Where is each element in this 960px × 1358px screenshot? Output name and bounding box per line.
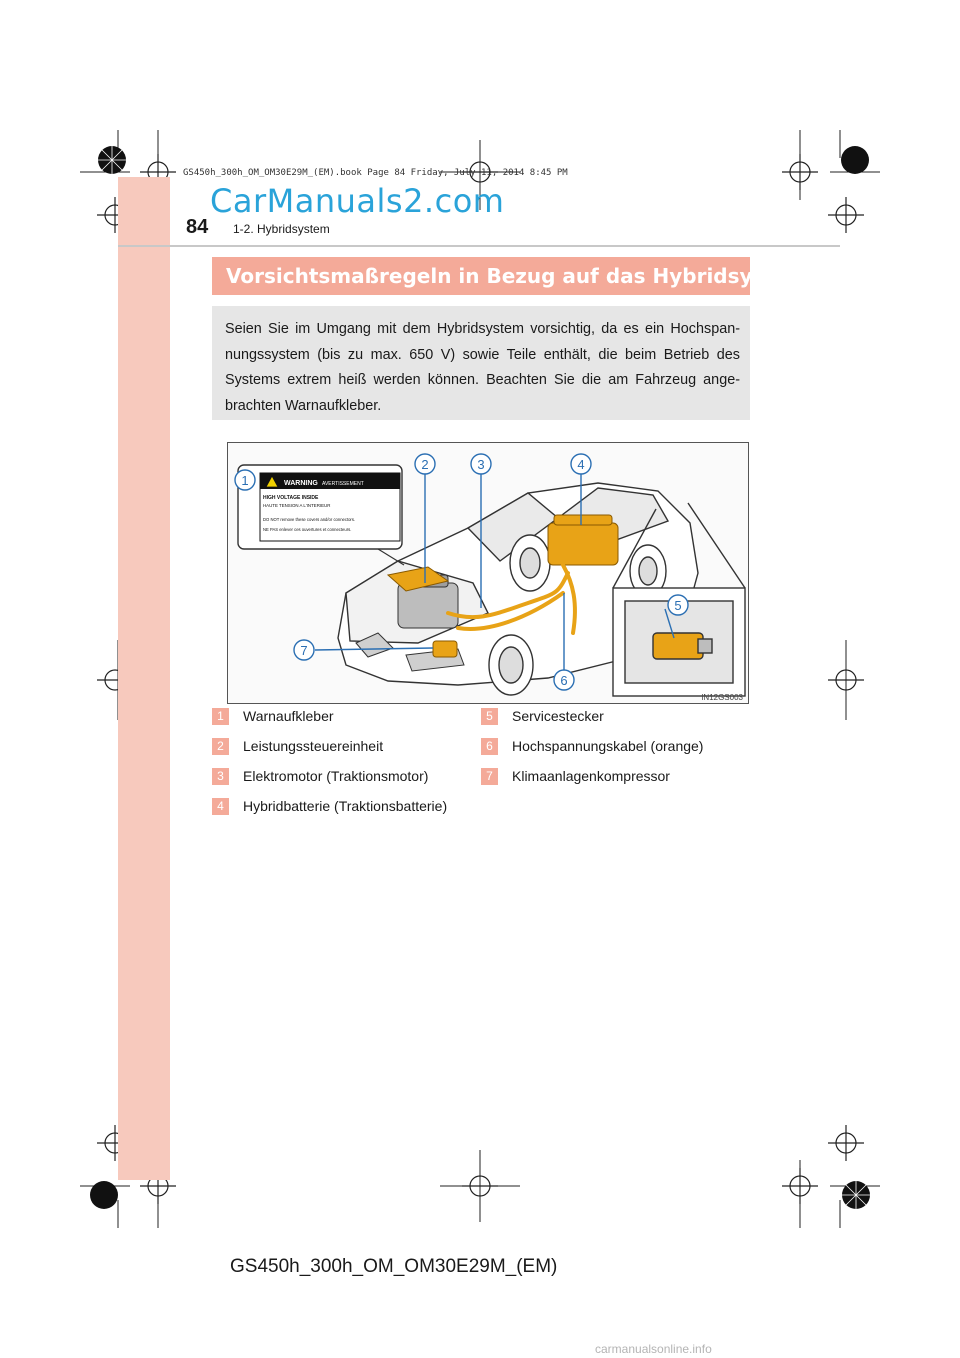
label-line4: NE PAS enlever ces ouvertures et connecteurs. bbox=[263, 527, 352, 532]
callout-5 bbox=[668, 595, 688, 615]
callout-4 bbox=[571, 454, 591, 474]
label-heading2: AVERTISSEMENT bbox=[322, 481, 364, 487]
warning-label-inset bbox=[238, 465, 402, 549]
legend-text: Elektromotor (Traktionsmotor) bbox=[243, 768, 429, 784]
legend-text: Servicestecker bbox=[512, 708, 604, 724]
callout-3 bbox=[471, 454, 491, 474]
legend-num: 1 bbox=[212, 708, 229, 725]
legend-text: Leistungssteuereinheit bbox=[243, 738, 384, 754]
callout-1 bbox=[235, 470, 255, 490]
watermark-bottom[interactable]: carmanualsonline.info bbox=[595, 1342, 712, 1356]
legend-num: 4 bbox=[212, 798, 229, 815]
hybrid-battery bbox=[548, 523, 618, 565]
legend-num: 3 bbox=[212, 768, 229, 785]
legend-num: 2 bbox=[212, 738, 229, 755]
header-rule bbox=[118, 245, 840, 247]
callout-2 bbox=[415, 454, 435, 474]
svg-text:2: 2 bbox=[421, 457, 429, 472]
section-title: Vorsichtsmaßregeln in Bezug auf das Hybridsystem bbox=[212, 257, 750, 295]
car-diagram bbox=[228, 443, 750, 705]
svg-text:7: 7 bbox=[300, 643, 308, 658]
ac-compressor bbox=[433, 641, 457, 657]
footer-document-code: GS450h_300h_OM_OM30E29M_(EM) bbox=[230, 1256, 558, 1277]
svg-text:1: 1 bbox=[241, 473, 249, 488]
legend-text: Hochspannungskabel (orange) bbox=[512, 738, 704, 754]
svg-text:4: 4 bbox=[577, 457, 585, 472]
section-reference: 1-2. Hybridsystem bbox=[233, 222, 330, 236]
hybrid-system-illustration bbox=[227, 442, 749, 704]
side-band bbox=[118, 177, 170, 1180]
label-heading: WARNING bbox=[284, 480, 318, 487]
legend-num: 6 bbox=[481, 738, 498, 755]
legend-text: Klimaanlagenkompressor bbox=[512, 768, 670, 784]
legend-text: Hybridbatterie (Traktionsbatterie) bbox=[243, 798, 448, 814]
watermark-top[interactable]: CarManuals2.com bbox=[210, 182, 505, 220]
svg-text:5: 5 bbox=[674, 598, 682, 613]
book-header: GS450h_300h_OM_OM30E29M_(EM).book Page 84 Friday, July 11, 2014 8:45 PM bbox=[183, 168, 568, 178]
label-line3: DO NOT remove these covers and/or connectors. bbox=[263, 517, 356, 522]
svg-text:6: 6 bbox=[560, 673, 568, 688]
label-line2: HAUTE TENSION A L'INTERIEUR bbox=[263, 503, 331, 508]
legend-num: 7 bbox=[481, 768, 498, 785]
legend-text: Warnaufkleber bbox=[243, 708, 334, 724]
intro-text: Seien Sie im Umgang mit dem Hybridsystem vorsichtig, da es ein Hochspan-nungssystem (bis zu max. 650 V) sowie Teile enthält, die beim Betrieb des Systems extrem heiß werden können. Beachten Sie die am Fahrzeug ange-brachten Warnaufkleber. bbox=[212, 306, 750, 420]
figure-code: IN12GS003 bbox=[701, 693, 743, 702]
page-number: 84 bbox=[186, 216, 209, 238]
callout-6 bbox=[554, 670, 574, 690]
svg-text:3: 3 bbox=[477, 457, 485, 472]
callout-7 bbox=[294, 640, 314, 660]
label-line1: HIGH VOLTAGE INSIDE bbox=[263, 495, 319, 501]
legend-num: 5 bbox=[481, 708, 498, 725]
